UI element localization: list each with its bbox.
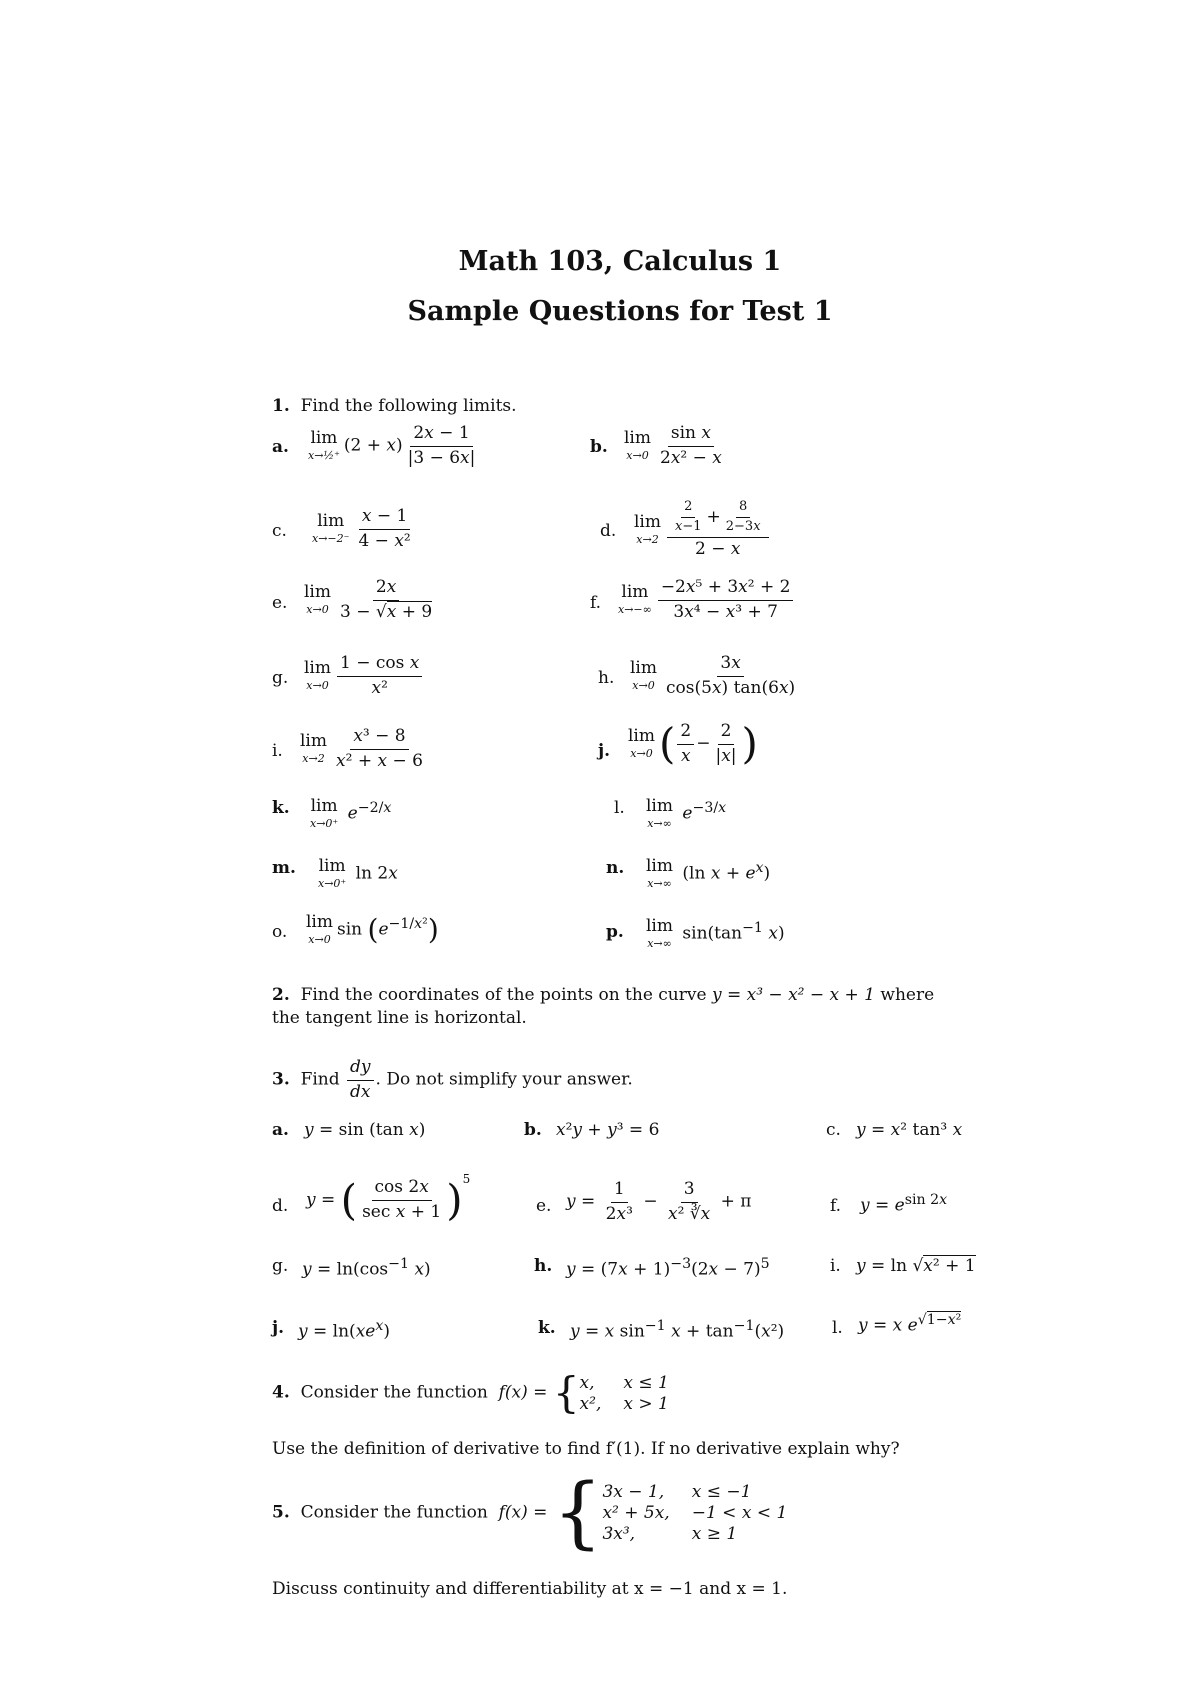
problem-label: h. [534,1256,553,1276]
question-number: 5. [272,1502,290,1523]
problem-expression: lim x→∞ (ln $x + e^x$) [646,856,771,890]
problem-expression: lim x→0 $\frac{2x}{3 - √x + 9}$ [304,577,433,622]
problem-label: c. [826,1120,841,1140]
problem-label: l. [614,798,625,818]
problem-label: h. [598,668,615,688]
question-prompt: Find the following limits. [300,396,517,416]
question-2: 2. Find the coordinates of the points on the curve y = x³ − x² − x + 1 where the tangent line is horizontal. [272,985,935,1028]
problem-label: k. [538,1318,556,1338]
problem-label: g. [272,668,289,688]
problem-label: d. [600,521,617,541]
problem-expression: lim x→−2⁻ $\frac{x - 1}{\text{4 − x²}}$ [312,506,411,551]
question-5-followup: Discuss continuity and differentiability at x = −1 and x = 1. [272,1579,788,1599]
problem-expression: $y = \ln(xe^x)$ [298,1318,390,1342]
problem-label: l. [832,1318,843,1338]
question-4: 4. Consider the function f(x) = { x, x ≤ 1 x², x > 1 [272,1368,669,1417]
problem-expression: lim x→0⁺ ln 2x [318,856,398,890]
piecewise-cases: x, x ≤ 1 x², x > 1 [579,1372,669,1414]
problem-expression: y = x² tan³ x [856,1120,963,1140]
problem-expression: lim x→0 ( $\frac{2}{x}$ − $\frac{2}{|x|}$ ) [628,719,758,769]
problem-label: d. [272,1196,289,1216]
problem-label: m. [272,858,296,878]
problem-label: j. [272,1318,285,1338]
problem-label: c. [272,521,287,541]
problem-expression: y = $\frac{1}{\text{2x³}}$ − $\frac{3}{\text{x² ∛x}}$ + π [566,1179,752,1224]
problem-label: f. [590,593,602,613]
problem-expression: $y = e^{sin 2x}$ [860,1192,948,1216]
curve-equation: y = x³ − x² − x + 1 [711,985,875,1005]
question-5: 5. Consider the function f(x) = { 3x − 1, x ≤ −1 x² + 5x, −1 < x < 1 3x³, x ≥ 1 [272,1468,788,1558]
problem-expression: lim x→0 $\frac{\text{sin x}}{\text{2x² − x}}$ [624,423,722,468]
question-number: 2. [272,985,290,1005]
problem-expression: lim x→0⁺ $e^{-2/x}$ [310,796,392,830]
problem-expression: $y = \ln(\cos^{-1}$ x) [302,1256,431,1280]
problem-label: n. [606,858,625,878]
question-number: 1. [272,396,290,416]
problem-label: p. [606,922,624,942]
problem-label: g. [272,1256,289,1276]
problem-expression: y = sin (tan x) [304,1120,426,1140]
problem-expression: x²y + y³ = 6 [556,1120,660,1140]
problem-expression: lim x→0 $\frac{3x}{\cos(5x) \tan(6x)}$ [630,653,796,698]
problem-label: b. [590,437,608,457]
problem-label: i. [272,741,283,761]
question-1-heading [272,396,517,416]
problem-expression: $y = (7x + 1)^{-3}(2x - 7)^5$ [566,1256,770,1280]
problem-expression: y = ( $\frac{\cos 2x}{\text{sec x + 1}}$ )$^5$ [306,1172,471,1225]
problem-expression: lim x→0 $\frac{\text{1 − cos x}}{\text{x²}}$ [304,654,424,698]
problem-label: f. [830,1196,842,1216]
document-title: Math 103, Calculus 1 [458,246,782,277]
question-3-heading: 3. Find $\frac{dy}{dx}$ . Do not simplify your answer. [272,1057,633,1102]
piecewise-cases: 3x − 1, x ≤ −1 x² + 5x, −1 < x < 1 3x³, x ≥ 1 [602,1482,788,1544]
problem-label: i. [830,1256,841,1276]
document-subtitle: Sample Questions for Test 1 [407,296,833,327]
problem-label: a. [272,1120,289,1140]
problem-expression: lim x→2 $\frac{2}{x-1}$ + $\frac{8}{2-3x}$ 2 − x [634,500,771,559]
problem-label: e. [536,1196,552,1216]
problem-expression: y = ln √x² + 1 [856,1256,976,1276]
problem-label: e. [272,593,288,613]
problem-expression: y = x $\sin^{-1} x + \tan^{-1}(x^2)$ [570,1318,785,1342]
problem-expression: lim x→∞ $\sin(\tan^{-1}$ x) [646,916,785,950]
problem-label: k. [272,798,290,818]
problem-expression: lim x→∞ $e^{-3/x}$ [646,796,727,830]
problem-expression: lim x→½⁺ (2 + x) $\frac{2x - 1}{|3 - 6x|}$ [308,423,476,468]
problem-expression: lim x→0 $\sin (e^{-1/x^2})$ [306,912,439,947]
question-number: 3. [272,1069,290,1090]
problem-label: o. [272,922,288,942]
question-number: 4. [272,1382,290,1403]
problem-expression: lim x→−∞ $\frac{\text{−2x⁵ + 3x² + 2}}{\text{3x⁴ − x³ + 7}}$ [618,578,795,622]
problem-label: a. [272,437,289,457]
problem-expression: lim x→2 $\frac{\text{x³ − 8}}{\text{x² + x − 6}}$ [300,726,423,771]
problem-expression: y = x $e^{√1-x^2}$ [858,1312,962,1336]
question-4-followup: Use the definition of derivative to find f′(1). If no derivative explain why? [272,1439,900,1459]
problem-label: b. [524,1120,542,1140]
problem-label: j. [598,741,611,761]
